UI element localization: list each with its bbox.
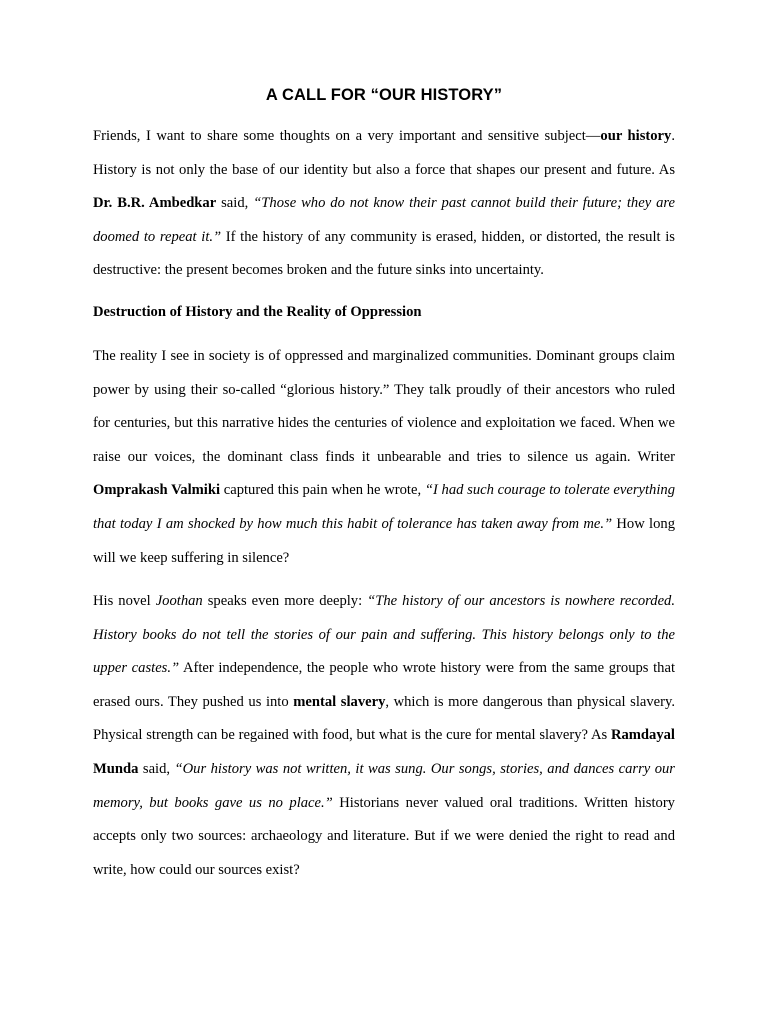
oppression-paragraph xyxy=(93,340,675,575)
author-name-munda: Ramdayal Munda xyxy=(93,727,675,777)
quote-joothan: “The history of our ancestors is nowhere recorded. History books do not tell the stories of our pain and suffering. This history belongs only to the upper castes.” xyxy=(93,593,675,677)
text-run: . History is not only the base of our identity but also a force that shapes our present and future. As xyxy=(93,128,675,178)
quote-ambedkar: “Those who do not know their past cannot build their future; they are doomed to repeat it.” xyxy=(93,195,675,245)
quote-valmiki: “I had such courage to tolerate everything that today I am shocked by how much this habit of tolerance has taken away from me.” xyxy=(93,482,675,532)
quote-munda: “Our history was not written, it was sung. Our songs, stories, and dances carry our memory, but books gave us no place.” xyxy=(93,760,675,811)
text-run: How long will we keep suffering in silence? xyxy=(93,515,675,566)
text-run: If the history of any community is erased, hidden, or distorted, the result is destructive: the present becomes broken and the future sinks into uncertainty. xyxy=(93,228,675,279)
emphasis-our-history: our history xyxy=(600,128,672,144)
text-run: Historians never valued oral traditions. Written history accepts only two sources: archaeology and literature. But if we were denied the right to read and write, how could our sources exist? xyxy=(93,794,675,878)
text-run: His novel xyxy=(93,593,156,609)
author-name-ambedkar: Dr. B.R. Ambedkar xyxy=(93,195,217,212)
author-name-valmiki: Omprakash Valmiki xyxy=(93,482,221,499)
intro-paragraph xyxy=(93,120,675,288)
text-run: After independence, the people who wrote history were from the same groups that erased ours. They pushed us into xyxy=(93,660,675,710)
section-heading: Destruction of History and the Reality of Oppression xyxy=(93,304,422,320)
text-run: said, xyxy=(216,195,254,212)
text-run: said, xyxy=(138,760,175,777)
joothan-paragraph xyxy=(93,585,675,887)
text-run: speaks even more deeply: xyxy=(202,593,368,609)
text-run: Friends, I want to share some thoughts on a very important and sensitive subject— xyxy=(93,128,601,144)
text-run: , which is more dangerous than physical slavery. Physical strength can be regained with food, but what is the cure for mental slavery? As xyxy=(93,693,676,744)
text-run: captured this pain when he wrote, xyxy=(220,482,425,499)
page-title: A CALL FOR “OUR HISTORY” xyxy=(265,86,503,104)
book-title-joothan: Joothan xyxy=(155,593,203,609)
text-run: The reality I see in society is of oppressed and marginalized communities. Dominant groups claim power by using their so-called “glorious history.” They talk proudly of their ancestors who ruled for centuries, but this narrative hides the centuries of violence and exploitation we faced. When we raise our voices, the dominant class finds it unbearable and tries to silence us again. Writer xyxy=(93,348,675,465)
emphasis-mental-slavery: mental slavery xyxy=(293,693,386,710)
